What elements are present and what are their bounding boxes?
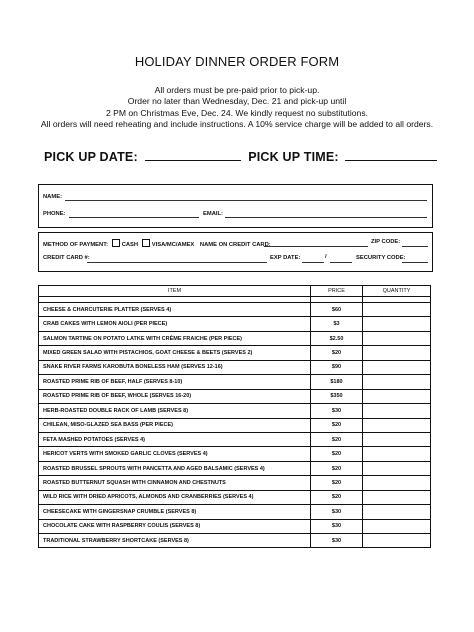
item-name: MIXED GREEN SALAD WITH PISTACHIOS, GOAT CHEESE & BEETS (SERVES 2) bbox=[39, 346, 311, 360]
quantity-cell[interactable] bbox=[363, 389, 431, 403]
quantity-cell[interactable] bbox=[363, 360, 431, 374]
item-name: SNAKE RIVER FARMS KAROBUTA BONELESS HAM (SERVES 12-16) bbox=[39, 360, 311, 374]
table-row bbox=[39, 331, 431, 345]
menu-table bbox=[38, 285, 431, 548]
form-title: HOLIDAY DINNER ORDER FORM bbox=[134, 54, 340, 69]
table-row bbox=[39, 534, 431, 548]
quantity-header: QUANTITY bbox=[363, 286, 431, 297]
pickup-date-field[interactable] bbox=[145, 150, 241, 161]
exp-year-field[interactable] bbox=[330, 262, 352, 263]
quantity-cell[interactable] bbox=[363, 346, 431, 360]
table-row bbox=[39, 447, 431, 461]
item-name: CHILEAN, MISO-GLAZED SEA BASS (PER PIECE) bbox=[39, 418, 311, 432]
item-price: $3 bbox=[311, 317, 363, 331]
pickup-date-label: PICK UP DATE: bbox=[44, 150, 138, 164]
payment-box bbox=[38, 232, 433, 272]
item-name: ROASTED BUTTERNUT SQUASH WITH CINNAMON AND CHESTNUTS bbox=[39, 476, 311, 490]
quantity-cell[interactable] bbox=[363, 331, 431, 345]
note-line: All orders will need reheating and include instructions. A 10% service charge will be added to all orders. bbox=[40, 119, 434, 130]
item-name: SALMON TARTINE ON POTATO LATKE WITH CRÈME FRAICHE (PER PIECE) bbox=[39, 331, 311, 345]
pickup-time-label: PICK UP TIME: bbox=[248, 150, 339, 164]
item-price: $30 bbox=[311, 505, 363, 519]
name-field[interactable] bbox=[65, 200, 427, 201]
name-on-card-label: NAME ON CREDIT CARD: bbox=[199, 242, 271, 248]
payment-method-row bbox=[43, 239, 271, 248]
item-price: $60 bbox=[311, 303, 363, 317]
payment-method-label: METHOD OF PAYMENT: bbox=[43, 242, 109, 248]
zip-field[interactable] bbox=[402, 246, 428, 247]
zip-label: ZIP CODE: bbox=[371, 239, 401, 245]
security-code-label: SECURITY CODE: bbox=[356, 255, 406, 261]
cash-checkbox[interactable] bbox=[112, 239, 120, 247]
quantity-cell[interactable] bbox=[363, 505, 431, 519]
table-row bbox=[39, 303, 431, 317]
item-name: CHEESECAKE WITH GINGERSNAP CRUMBLE (SERVES 8) bbox=[39, 505, 311, 519]
item-name: FETA MASHED POTATOES (SERVES 4) bbox=[39, 432, 311, 446]
card-checkbox[interactable] bbox=[142, 239, 150, 247]
quantity-cell[interactable] bbox=[363, 404, 431, 418]
quantity-cell[interactable] bbox=[363, 490, 431, 504]
item-name: HERICOT VERTS WITH SMOKED GARLIC CLOVES (SERVES 4) bbox=[39, 447, 311, 461]
quantity-cell[interactable] bbox=[363, 519, 431, 533]
item-name: TRADITIONAL STRAWBERRY SHORTCAKE (SERVES 8) bbox=[39, 534, 311, 548]
table-row bbox=[39, 476, 431, 490]
note-line: Order no later than Wednesday, Dec. 21 and pick-up until bbox=[127, 96, 347, 107]
quantity-cell[interactable] bbox=[363, 461, 431, 475]
item-name: CHEESE & CHARCUTERIE PLATTER (SERVES 4) bbox=[39, 303, 311, 317]
exp-label: EXP DATE: bbox=[270, 255, 301, 261]
card-number-label: CREDIT CARD #: bbox=[43, 255, 90, 261]
item-header: ITEM bbox=[39, 286, 311, 297]
table-row bbox=[39, 432, 431, 446]
item-price: $90 bbox=[311, 360, 363, 374]
table-row bbox=[39, 346, 431, 360]
note-line: All orders must be pre-paid prior to pick-up. bbox=[154, 85, 320, 95]
item-price: $20 bbox=[311, 418, 363, 432]
quantity-cell[interactable] bbox=[363, 303, 431, 317]
name-on-card-field[interactable] bbox=[264, 246, 368, 247]
item-name: CHOCOLATE CAKE WITH RASPBERRY COULIS (SERVES 8) bbox=[39, 519, 311, 533]
item-price: $20 bbox=[311, 461, 363, 475]
table-row bbox=[39, 505, 431, 519]
quantity-cell[interactable] bbox=[363, 375, 431, 389]
item-name: WILD RICE WITH DRIED APRICOTS, ALMONDS AND CRANBERRIES (SERVES 4) bbox=[39, 490, 311, 504]
table-row bbox=[39, 404, 431, 418]
exp-separator: / bbox=[325, 254, 327, 260]
table-row bbox=[39, 360, 431, 374]
table-row bbox=[39, 389, 431, 403]
phone-field[interactable] bbox=[69, 217, 199, 218]
exp-month-field[interactable] bbox=[302, 262, 324, 263]
email-label: EMAIL: bbox=[203, 211, 223, 217]
table-row bbox=[39, 490, 431, 504]
item-price: $20 bbox=[311, 432, 363, 446]
item-price: $180 bbox=[311, 375, 363, 389]
name-label: NAME: bbox=[43, 194, 62, 200]
order-notes bbox=[0, 85, 474, 131]
note-line: 2 PM on Christmas Eve, Dec. 24. We kindly request no substitutions. bbox=[105, 107, 369, 118]
quantity-cell[interactable] bbox=[363, 432, 431, 446]
card-number-field[interactable] bbox=[87, 262, 267, 263]
cash-label: CASH bbox=[121, 242, 139, 248]
quantity-cell[interactable] bbox=[363, 418, 431, 432]
item-price: $30 bbox=[311, 519, 363, 533]
phone-label: PHONE: bbox=[43, 211, 66, 217]
item-name: ROASTED BRUSSEL SPROUTS WITH PANCETTA AND AGED BALSAMIC (SERVES 4) bbox=[39, 461, 311, 475]
item-price: $350 bbox=[311, 389, 363, 403]
item-name: ROASTED PRIME RIB OF BEEF, HALF (SERVES 8-10) bbox=[39, 375, 311, 389]
table-row bbox=[39, 418, 431, 432]
table-row bbox=[39, 461, 431, 475]
quantity-cell[interactable] bbox=[363, 534, 431, 548]
card-label: VISA/MC/AMEX bbox=[151, 242, 195, 248]
table-row bbox=[39, 317, 431, 331]
price-header: PRICE bbox=[311, 286, 363, 297]
security-code-field[interactable] bbox=[402, 262, 428, 263]
item-price: $30 bbox=[311, 404, 363, 418]
table-header-row bbox=[39, 286, 431, 297]
item-name: ROASTED PRIME RIB OF BEEF, WHOLE (SERVES 16-20) bbox=[39, 389, 311, 403]
pickup-time-field[interactable] bbox=[345, 150, 437, 161]
contact-box bbox=[38, 184, 433, 228]
quantity-cell[interactable] bbox=[363, 447, 431, 461]
quantity-cell[interactable] bbox=[363, 317, 431, 331]
item-price: $20 bbox=[311, 447, 363, 461]
pickup-row bbox=[44, 150, 437, 164]
item-price: $30 bbox=[311, 534, 363, 548]
quantity-cell[interactable] bbox=[363, 476, 431, 490]
item-price: $20 bbox=[311, 490, 363, 504]
table-row bbox=[39, 519, 431, 533]
item-price: $20 bbox=[311, 476, 363, 490]
item-price: $2.50 bbox=[311, 331, 363, 345]
item-name: HERB-ROASTED DOUBLE RACK OF LAMB (SERVES 8) bbox=[39, 404, 311, 418]
table-row bbox=[39, 375, 431, 389]
email-field[interactable] bbox=[225, 217, 427, 218]
item-name: CRAB CAKES WITH LEMON AIOLI (PER PIECE) bbox=[39, 317, 311, 331]
item-price: $20 bbox=[311, 346, 363, 360]
